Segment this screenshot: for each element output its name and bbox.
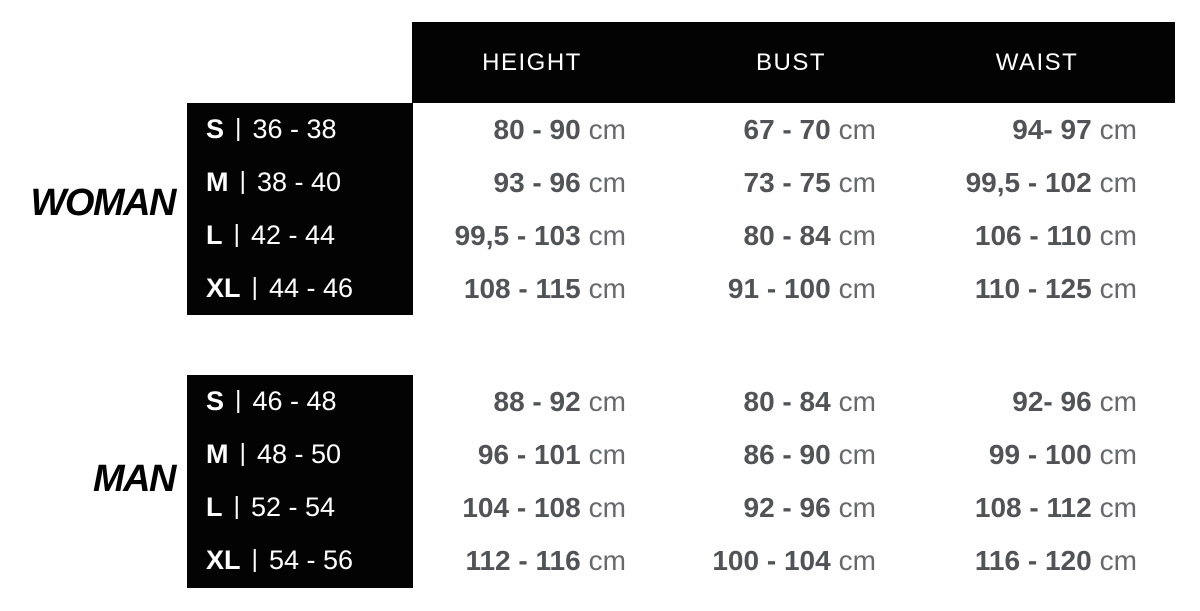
data-row-man-s: [0, 375, 1200, 428]
unit-label: cm: [1099, 166, 1137, 198]
unit-label: cm: [838, 219, 876, 251]
size-separator: |: [235, 114, 242, 142]
column-header-waist: WAIST: [995, 48, 1079, 76]
unit-label: cm: [1099, 113, 1137, 145]
waist-value: 108 - 112: [974, 491, 1092, 523]
unit-label: cm: [1099, 544, 1137, 576]
unit-label: cm: [588, 385, 626, 417]
size-separator: |: [239, 167, 246, 195]
size-eu-range: 44 - 46: [269, 273, 354, 303]
bust-cell: [712, 534, 876, 587]
unit-label: cm: [588, 113, 626, 145]
unit-label: cm: [838, 438, 876, 470]
height-value: 88 - 92: [493, 385, 581, 417]
size-eu-range: 54 - 56: [269, 545, 354, 575]
data-row-man-m: [0, 428, 1200, 481]
waist-cell: [975, 209, 1137, 262]
height-cell: [462, 481, 626, 534]
size-letter: XL: [206, 273, 241, 303]
data-row-woman-l: [0, 209, 1200, 262]
waist-cell: [966, 156, 1137, 209]
unit-label: cm: [838, 166, 876, 198]
waist-cell: [1012, 375, 1137, 428]
height-value: 93 - 96: [493, 166, 581, 198]
column-header-bust: BUST: [755, 48, 827, 76]
unit-label: cm: [1099, 219, 1137, 251]
waist-value: 110 - 125: [974, 272, 1092, 304]
bust-value: 100 - 104: [712, 544, 831, 576]
size-separator: |: [233, 220, 240, 248]
column-header-height: HEIGHT: [482, 48, 582, 76]
unit-label: cm: [838, 491, 876, 523]
bust-value: 92 - 96: [743, 491, 831, 523]
bust-value: 86 - 90: [743, 438, 831, 470]
bust-cell: [728, 262, 876, 315]
size-eu-range: 36 - 38: [252, 114, 337, 144]
data-row-man-xl: [0, 534, 1200, 587]
unit-label: cm: [588, 272, 626, 304]
unit-label: cm: [588, 438, 626, 470]
bust-value: 73 - 75: [743, 166, 831, 198]
size-letter: L: [206, 492, 223, 522]
unit-label: cm: [588, 166, 626, 198]
height-cell: [494, 156, 627, 209]
data-row-woman-m: [0, 156, 1200, 209]
unit-label: cm: [588, 544, 626, 576]
unit-label: cm: [1099, 272, 1137, 304]
size-separator: |: [239, 439, 246, 467]
size-eu-range: 46 - 48: [252, 386, 337, 416]
unit-label: cm: [838, 385, 876, 417]
unit-label: cm: [588, 219, 626, 251]
table-header-bar: [412, 22, 1175, 103]
waist-value: 106 - 110: [974, 219, 1092, 251]
bust-cell: [744, 103, 877, 156]
waist-value: 94- 97: [1012, 113, 1092, 145]
height-value: 99,5 - 103: [454, 219, 581, 251]
bust-cell: [744, 156, 877, 209]
unit-label: cm: [588, 491, 626, 523]
size-letter: L: [206, 220, 223, 250]
height-value: 112 - 116: [465, 544, 581, 576]
waist-value: 92- 96: [1012, 385, 1092, 417]
waist-cell: [1012, 103, 1137, 156]
size-eu-range: 42 - 44: [251, 220, 336, 250]
bust-cell: [744, 428, 877, 481]
unit-label: cm: [1099, 438, 1137, 470]
waist-cell: [975, 262, 1137, 315]
waist-value: 99 - 100: [988, 438, 1092, 470]
bust-cell: [744, 209, 877, 262]
bust-value: 80 - 84: [743, 219, 831, 251]
size-separator: |: [251, 545, 259, 573]
waist-cell: [975, 534, 1137, 587]
unit-label: cm: [1099, 385, 1137, 417]
size-letter: S: [206, 386, 225, 416]
size-letter: XL: [206, 545, 241, 575]
waist-cell: [989, 428, 1137, 481]
data-row-man-l: [0, 481, 1200, 534]
bust-cell: [744, 481, 877, 534]
height-cell: [464, 262, 626, 315]
height-cell: [465, 534, 626, 587]
group-label-man: MAN: [92, 458, 175, 500]
height-cell: [455, 209, 626, 262]
bust-cell: [744, 375, 877, 428]
height-value: 108 - 115: [463, 272, 581, 304]
data-row-woman-xl: [0, 262, 1200, 315]
height-value: 80 - 90: [493, 113, 581, 145]
height-cell: [478, 428, 626, 481]
size-eu-range: 52 - 54: [251, 492, 336, 522]
waist-value: 116 - 120: [974, 544, 1092, 576]
data-row-woman-s: [0, 103, 1200, 156]
height-cell: [494, 375, 627, 428]
height-value: 104 - 108: [462, 491, 581, 523]
unit-label: cm: [838, 544, 876, 576]
size-separator: |: [235, 386, 242, 414]
size-eu-range: 48 - 50: [257, 439, 342, 469]
bust-value: 91 - 100: [727, 272, 831, 304]
waist-value: 99,5 - 102: [965, 166, 1092, 198]
bust-value: 67 - 70: [743, 113, 831, 145]
size-separator: |: [233, 492, 240, 520]
group-label-woman: WOMAN: [30, 182, 175, 224]
unit-label: cm: [838, 113, 876, 145]
height-cell: [494, 103, 627, 156]
size-letter: M: [206, 439, 229, 469]
waist-cell: [975, 481, 1137, 534]
unit-label: cm: [1099, 491, 1137, 523]
size-separator: |: [251, 273, 259, 301]
size-letter: M: [206, 167, 229, 197]
unit-label: cm: [838, 272, 876, 304]
bust-value: 80 - 84: [743, 385, 831, 417]
height-value: 96 - 101: [477, 438, 581, 470]
size-letter: S: [206, 114, 225, 144]
size-eu-range: 38 - 40: [257, 167, 342, 197]
